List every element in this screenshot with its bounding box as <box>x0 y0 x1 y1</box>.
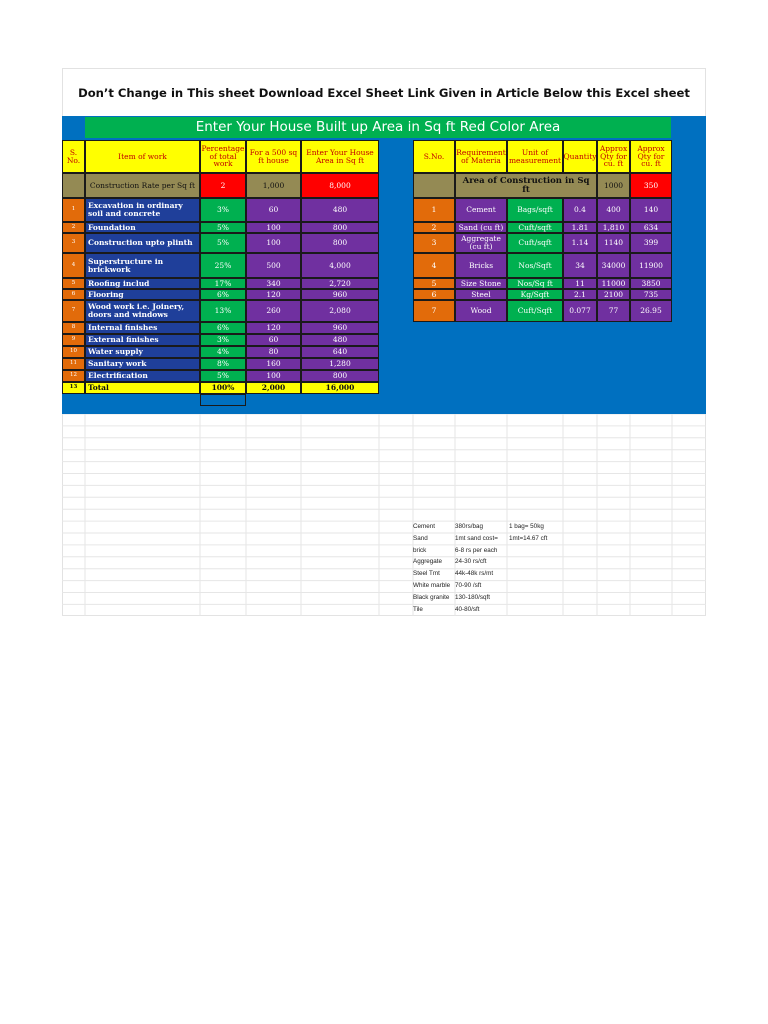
rt-row-number: 5 <box>413 278 455 289</box>
header-enter-area: Enter Your House Area in Sq ft <box>301 140 379 173</box>
note-label: Steel Tmt <box>413 570 440 578</box>
rt-row-qty2: 11900 <box>630 253 672 278</box>
rt-row-material: Bricks <box>455 253 507 278</box>
rt-row-qty1: 2100 <box>597 289 630 300</box>
row-number: 10 <box>62 346 85 358</box>
rt-area-label: Area of Construction in Sq ft <box>455 173 597 198</box>
row-500sqft: 120 <box>246 322 301 334</box>
row-percentage: 13% <box>200 300 246 322</box>
header-percentage: Percentage of total work <box>200 140 246 173</box>
rt-row-qty2: 634 <box>630 222 672 233</box>
row-percentage: 5% <box>200 222 246 233</box>
note-value: 380rs/bag <box>455 523 484 530</box>
row-500sqft: 100 <box>246 222 301 233</box>
row-percentage: 8% <box>200 358 246 370</box>
rt-row-qty1: 1,810 <box>597 222 630 233</box>
row-item: Water supply <box>85 346 200 358</box>
row-enter-area: 640 <box>301 346 379 358</box>
rt-row-number: 1 <box>413 198 455 222</box>
rt-row-qty2: 399 <box>630 233 672 253</box>
rt-area-input[interactable]: 350 <box>630 173 672 198</box>
row-number: 1 <box>62 198 85 222</box>
rt-row-number: 6 <box>413 289 455 300</box>
row-percentage: 25% <box>200 253 246 278</box>
rt-row-material: Steel <box>455 289 507 300</box>
row-item: Construction upto plinth <box>85 233 200 253</box>
row-500sqft: 100 <box>246 370 301 382</box>
row-enter-area: 960 <box>301 322 379 334</box>
note-extra: 1 bag= 50kg <box>509 523 544 530</box>
header-item: Item of work <box>85 140 200 173</box>
total-number: 13 <box>62 382 85 394</box>
total-enter-area: 16,000 <box>301 382 379 394</box>
sheet-heading: Don’t Change in This sheet Download Excel Sheet Link Given in Article Below this Excel sheet <box>78 86 690 100</box>
rt-row-qty1: 34000 <box>597 253 630 278</box>
row-number: 5 <box>62 278 85 289</box>
rt-row-number: 4 <box>413 253 455 278</box>
row-enter-area: 480 <box>301 198 379 222</box>
row-500sqft: 80 <box>246 346 301 358</box>
rt-row-qty1: 77 <box>597 300 630 322</box>
row-item: Sanitary work <box>85 358 200 370</box>
rt-row-number: 2 <box>413 222 455 233</box>
rt-row-material: Wood <box>455 300 507 322</box>
row-percentage: 3% <box>200 334 246 346</box>
row-500sqft: 100 <box>246 233 301 253</box>
rt-row-unit: Cuft/sqft <box>507 222 563 233</box>
note-value: 24-30 rs/cft <box>455 558 487 566</box>
rate-500: 1,000 <box>246 173 301 198</box>
row-500sqft: 60 <box>246 334 301 346</box>
row-500sqft: 260 <box>246 300 301 322</box>
row-enter-area: 4,000 <box>301 253 379 278</box>
rt-header-quantity: Quantity <box>563 140 597 173</box>
row-number: 8 <box>62 322 85 334</box>
row-500sqft: 500 <box>246 253 301 278</box>
row-item: Internal finishes <box>85 322 200 334</box>
row-percentage: 5% <box>200 233 246 253</box>
rt-row-unit: Kg/Sqft <box>507 289 563 300</box>
row-number: 4 <box>62 253 85 278</box>
row-number: 6 <box>62 289 85 300</box>
rt-header-qty2: Approx Qty for cu. ft <box>630 140 672 173</box>
note-value: 70-90 /sft <box>455 582 482 589</box>
rt-row-unit: Cuft/Sqft <box>507 300 563 322</box>
header-sno: S. No. <box>62 140 85 173</box>
total-percentage: 100% <box>200 382 246 394</box>
rt-row-quantity: 0.4 <box>563 198 597 222</box>
note-label: Tile <box>413 605 423 613</box>
rt-row-qty1: 11000 <box>597 278 630 289</box>
row-percentage: 17% <box>200 278 246 289</box>
rt-row-qty2: 140 <box>630 198 672 222</box>
rt-row-material: Size Stone <box>455 278 507 289</box>
row-500sqft: 340 <box>246 278 301 289</box>
row-number: 12 <box>62 370 85 382</box>
row-item: Excavation in ordinary soil and concrete <box>85 198 200 222</box>
row-500sqft: 120 <box>246 289 301 300</box>
rt-row-unit: Nos/Sqft <box>507 253 563 278</box>
row-item: Wood work i.e. Joinery, doors and windows <box>85 300 200 322</box>
row-number: 9 <box>62 334 85 346</box>
rt-header-qty1: Approx Qty for cu. ft <box>597 140 630 173</box>
row-enter-area: 800 <box>301 233 379 253</box>
rt-row-number: 7 <box>413 300 455 322</box>
note-value: 44k-48k rs/mt <box>455 570 494 578</box>
rate-input[interactable]: 2 <box>200 173 246 198</box>
rt-header-unit: Unit of measurement <box>507 140 563 173</box>
row-enter-area: 2,080 <box>301 300 379 322</box>
note-value: 40-80/sft <box>455 605 480 613</box>
rt-row-quantity: 34 <box>563 253 597 278</box>
note-label: White marble <box>413 582 451 589</box>
note-value: 6-8 rs per each <box>455 546 498 554</box>
rt-row-quantity: 2.1 <box>563 289 597 300</box>
rt-row-quantity: 1.14 <box>563 233 597 253</box>
rt-row-unit: Bags/sqft <box>507 198 563 222</box>
rt-row-quantity: 1.81 <box>563 222 597 233</box>
area-input[interactable]: 8,000 <box>301 173 379 198</box>
note-extra: 1mt=14.67 cft <box>509 534 548 542</box>
header-500sqft: For a 500 sq ft house <box>246 140 301 173</box>
rate-row-blank <box>62 173 85 198</box>
note-label: brick <box>413 546 427 554</box>
rt-row-material: Aggregate (cu ft) <box>455 233 507 253</box>
rt-area-value: 1000 <box>597 173 630 198</box>
row-enter-area: 800 <box>301 370 379 382</box>
row-enter-area: 960 <box>301 289 379 300</box>
row-enter-area: 800 <box>301 222 379 233</box>
row-percentage: 3% <box>200 198 246 222</box>
note-value: 130-180/sqft <box>455 593 491 601</box>
row-percentage: 5% <box>200 370 246 382</box>
row-500sqft: 160 <box>246 358 301 370</box>
selected-cell[interactable] <box>200 394 246 406</box>
row-number: 2 <box>62 222 85 233</box>
rt-row-qty1: 1140 <box>597 233 630 253</box>
row-item: Foundation <box>85 222 200 233</box>
note-label: Black granite <box>413 593 450 601</box>
total-500sqft: 2,000 <box>246 382 301 394</box>
rt-row-qty1: 400 <box>597 198 630 222</box>
rt-area-blank <box>413 173 455 198</box>
note-label: Sand <box>413 534 428 542</box>
row-percentage: 6% <box>200 289 246 300</box>
total-label: Total <box>85 382 200 394</box>
row-enter-area: 1,280 <box>301 358 379 370</box>
row-percentage: 4% <box>200 346 246 358</box>
row-item: External finishes <box>85 334 200 346</box>
row-item: Superstructure in brickwork <box>85 253 200 278</box>
rt-row-quantity: 0.077 <box>563 300 597 322</box>
rt-row-unit: Cuft/sqft <box>507 233 563 253</box>
rt-row-material: Sand (cu ft) <box>455 222 507 233</box>
rt-row-qty2: 3850 <box>630 278 672 289</box>
banner: Enter Your House Built up Area in Sq ft Red Color Area <box>85 117 671 138</box>
row-number: 7 <box>62 300 85 322</box>
row-number: 11 <box>62 358 85 370</box>
rt-row-number: 3 <box>413 233 455 253</box>
rt-row-qty2: 26.95 <box>630 300 672 322</box>
rt-header-requirement: Requirement of Materia <box>455 140 507 173</box>
note-value: 1mt sand cost= <box>455 534 498 542</box>
row-item: Flooring <box>85 289 200 300</box>
row-percentage: 6% <box>200 322 246 334</box>
rt-row-quantity: 11 <box>563 278 597 289</box>
row-enter-area: 480 <box>301 334 379 346</box>
row-item: Roofing includ <box>85 278 200 289</box>
rt-header-sno: S.No. <box>413 140 455 173</box>
rt-row-unit: Nos/Sq ft <box>507 278 563 289</box>
row-item: Electrification <box>85 370 200 382</box>
row-number: 3 <box>62 233 85 253</box>
note-label: Aggregate <box>413 558 443 566</box>
empty-grid <box>62 414 706 616</box>
rt-row-qty2: 735 <box>630 289 672 300</box>
note-label: Cement <box>413 523 436 530</box>
rate-row-label: Construction Rate per Sq ft <box>85 173 200 198</box>
rt-row-material: Cement <box>455 198 507 222</box>
row-500sqft: 60 <box>246 198 301 222</box>
row-enter-area: 2,720 <box>301 278 379 289</box>
